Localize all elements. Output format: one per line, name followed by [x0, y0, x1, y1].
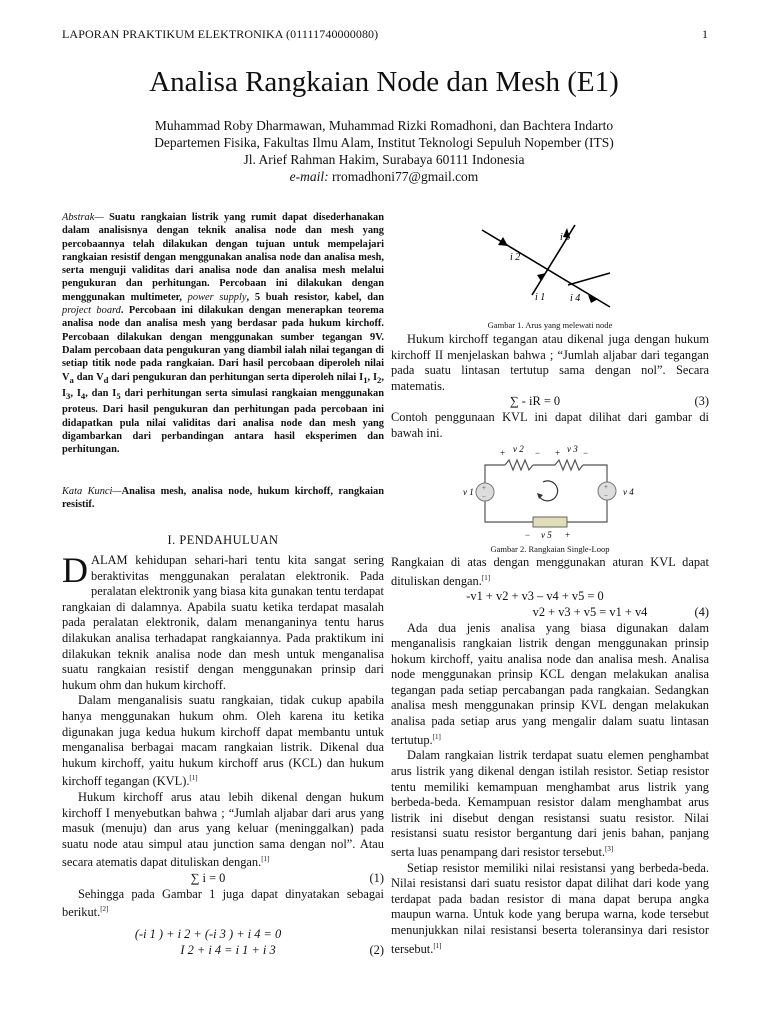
label-v2-plus: +	[500, 448, 506, 458]
email: rromadhoni77@gmail.com	[332, 169, 479, 184]
equation-body: I 2 + i 4 = i 1 + i 3	[180, 942, 276, 957]
subscript: a	[69, 374, 74, 385]
paragraph	[391, 861, 709, 958]
address: Jl. Arief Rahman Hakim, Surabaya 60111 Indonesia	[243, 152, 525, 167]
wire-bottom-right	[567, 500, 607, 522]
citation: [3]	[605, 844, 614, 853]
equation-body: (-i 1 ) + i 2 + (-i 3 ) + i 4 = 0	[134, 927, 282, 942]
keywords-label: Kata Kunci—	[62, 486, 122, 497]
figure-1-caption: Gambar 1. Arus yang melewati node	[487, 320, 613, 330]
subscript: 2	[377, 374, 382, 385]
subscript: 4	[80, 391, 86, 402]
right-column-body	[391, 555, 709, 957]
paragraph	[391, 748, 709, 860]
abstract-text: dari perhitungan serta simulasi rangkaian menggunakan proteus. Dari hasil pengukuran dan perhitungan pada percobaan ini didapatkan pula nilai validitas dari analisa node dan mesh yang digambarkan dari perbandingan antara hasil eksperimen dan perhitungan.	[62, 387, 384, 456]
resistor-v2	[505, 460, 533, 470]
label-v2: v 2	[513, 444, 524, 454]
source-v4-plus: +	[604, 483, 608, 491]
label-v3-plus: +	[555, 448, 561, 458]
element-v5	[533, 517, 567, 527]
affiliation: Departemen Fisika, Fakultas Ilmu Alam, Institut Teknologi Sepuluh Nopember (ITS)	[154, 135, 614, 150]
paragraph	[391, 621, 709, 749]
citation: [1]	[432, 732, 441, 741]
citation: [1]	[261, 855, 270, 864]
paragraph-text: Dalam menganalisis suatu rangkaian, tidak cukup apabila hanya menggunakan hukum ohm. Oleh karena itu ketika digunakan juga kedua hukum kirchoff dapat membantu untuk menganalisa berbagai macam rangkaian listrik. Dikenal dua hukum kirchoff, yaitu hukum kirchoff arus (KCL) dan hukum kirchoff tegangan (KVL).	[62, 693, 384, 789]
arrow-head	[537, 273, 546, 281]
abstract	[62, 211, 384, 457]
arrow-head	[498, 237, 508, 246]
wire-top-right	[583, 465, 607, 482]
equation-number: (1)	[369, 871, 384, 886]
label-i2: i 2	[510, 252, 521, 263]
paragraph	[391, 555, 709, 589]
equation-4a	[391, 589, 709, 605]
abstract-text: . Percobaan ini dilakukan dengan menerapkan teorema analisa node dan analisa mesh yang berdasar pada hukum kirchoff. Percobaan dilakukan dengan menggunakan sumber tegangan 9V. Dalam percobaan data pengukuran yang diambil ialah nilai tegangan di setiap titik node pada rangkaian. Dari hasil percobaan diperoleh nilai V	[62, 305, 384, 383]
keywords	[62, 485, 384, 512]
paragraph	[62, 790, 384, 871]
subscript: d	[103, 374, 109, 385]
abstract-text: , dan I	[85, 387, 117, 399]
keywords-text: Analisa mesh, analisa node, hukum kirchoff, rangkaian resistif.	[62, 486, 384, 511]
abstract-term: power supply	[187, 291, 247, 303]
label-v5-plus: +	[565, 530, 571, 540]
paragraph	[62, 550, 384, 693]
label-i3: i 3	[560, 232, 571, 243]
equation-body: ∑ i = 0	[190, 871, 226, 886]
section-heading: I. PENDAHULUAN	[167, 533, 279, 547]
label-v4: v 4	[623, 487, 634, 497]
email-label: e-mail:	[289, 169, 329, 184]
abstract-text: , I	[70, 387, 81, 399]
label-v5-minus: −	[525, 530, 531, 540]
equation-body: -v1 + v2 + v3 – v4 + v5 = 0	[466, 589, 604, 604]
figure-single-loop	[455, 440, 655, 540]
equation-2b	[62, 943, 384, 959]
email-line	[0, 168, 768, 185]
subscript: 5	[116, 391, 121, 402]
abstract-text: dan V	[73, 371, 104, 383]
author-block	[0, 117, 768, 185]
citation: [1]	[189, 774, 198, 783]
subscript: 3	[66, 391, 71, 402]
running-header: LAPORAN PRAKTIKUM ELEKTRONIKA (01111740000080)	[62, 27, 379, 41]
citation: [1]	[481, 573, 491, 582]
label-v3-minus: −	[583, 448, 589, 458]
author-names: Muhammad Roby Dharmawan, Muhammad Rizki Romadhoni, dan Bachtera Indarto	[154, 118, 614, 133]
equation-body: v2 + v3 + v5 = v1 + v4	[532, 604, 648, 619]
equation-body: ∑ - iR = 0	[509, 394, 561, 409]
label-v5: v 5	[541, 530, 552, 540]
figure-2-caption: Gambar 2. Rangkaian Single-Loop	[490, 544, 610, 554]
paragraph-text: ALAM kehidupan sehari-hari tentu kita sangat sering beraktivitas menggunakan peralatan elektronik. Pada peralatan elektronik yang biasa kita gunakan tentu terdapat rangkaian di dalamnya. Apabila suatu ketika terdapat masalah pada peralatan elektronik, dalam menanganinya tentu harus dilakukan analisa terhadapat rangkaiannya. Pada praktikum ini dilakukan teknik analisa node dan mesh untuk menganalisa suatu rangkaian resistif dengan menggunakan prinsip dari hukum ohm dan hukum kirchoff.	[62, 553, 384, 692]
paragraph-text: Sehingga pada Gambar 1 juga dapat dinyatakan sebagai berikut.	[62, 886, 384, 920]
equation-number: (2)	[369, 942, 384, 957]
abstract-term: project board	[62, 305, 121, 317]
equation-number: (4)	[694, 604, 709, 619]
wire-bottom-left	[485, 500, 533, 522]
paragraph-text: Dalam rangkaian listrik terdapat suatu elemen penghambat arus listrik yang dikenal dengan istilah resistor. Setiap resistor tentu memiliki kemampuan menghambat arus listrik yang berbeda-beda. Kemampuan resistor dalam menghambat arus listrik ini disebut dengan resistansi suatu resistor. Nilai resistansi suatu resistor bergantung dari jenis bahan, panjang serta luas penampang dari resistor tersebut.	[391, 748, 709, 860]
abstract-text: Suatu rangkaian listrik yang rumit dapat disederhanakan dalam analisisnya dengan teknik analisa node dan mesh yang percobaannya telah dilakukan dengan tujuan untuk mempelajari rangkaian resistif dengan menggunakan analisa node dan analisa mesh, serta menguji validitas dari analisa node dan analisa mesh melalui pengukuran dan perhitungan. Percobaan ini dilakukan dengan menggunakan multimeter,	[62, 212, 384, 303]
paragraph-text: Ada dua jenis analisa yang biasa digunakan dalam menganalisis rangkaian listrik dengan menggunakan prinsip hokum kirchoff, yaitu analisa node dan analisa mesh. Analisa node menggunakan prinsip KCL dengan melakukan analisa tegangan pada setiap percabangan pada rangkaian. Sedangkan analisa mesh menggunakan prinsip KVL dengan melakukan analisa pada setiap arus yang mengalir dalam suatu lintasan tertutup.	[391, 620, 709, 747]
abstract-text: , 5 buah resistor, kabel, dan	[246, 291, 385, 303]
abstract-text: , I	[62, 371, 384, 399]
label-v1: v 1	[463, 487, 474, 497]
paragraph	[62, 693, 384, 790]
equation-4b	[391, 605, 709, 621]
paper-title: Analisa Rangkaian Node dan Mesh (E1)	[149, 66, 619, 98]
source-v1-plus: +	[482, 484, 486, 492]
paragraph-text: Contoh penggunaan KVL ini dapat dilihat dari gambar di bawah ini.	[391, 409, 709, 440]
equation-3	[391, 394, 709, 410]
label-v3: v 3	[567, 444, 578, 454]
paragraph-text: Setiap resistor memiliki nilai resistansi yang berbeda-beda. Nilai resistansi dari suatu resistor dapat dilihat dari kode yang terdapat pada badan resistor di mana dapat berupa angka maupun warna. Untuk kode yang berupa warna, kode tersebut menunjukkan nilai resistansi beserta toleransinya dari resistor tersebut.	[391, 860, 709, 956]
citation: [1]	[433, 941, 442, 950]
abstract-label: Abstrak—	[62, 212, 104, 223]
label-i1: i 1	[535, 292, 546, 303]
abstract-text: , I	[367, 371, 378, 383]
label-v2-minus: −	[535, 448, 541, 458]
loop-arrow-icon	[539, 481, 558, 501]
resistor-v3	[555, 460, 583, 470]
wire-branch	[568, 273, 610, 285]
label-i4: i 4	[570, 293, 581, 304]
abstract-text: dari pengukuran dan perhitungan serta diperoleh nilai I	[108, 371, 364, 383]
paragraph	[391, 332, 709, 394]
source-v4-minus: −	[604, 492, 608, 500]
paragraph-text: Hukum kirchoff tegangan atau dikenal juga dengan hukum kirchoff II menjelaskan bahwa ; “Jumlah aljabar dari tegangan pada suatu lintasan tertutup sama dengan nol”. Secara matematis.	[391, 332, 709, 393]
left-column-body	[62, 550, 384, 958]
equation-1	[62, 871, 384, 887]
paragraph-text: Hukum kirchoff arus atau lebih dikenal dengan hukum kirchoff I menyebutkan bahwa ; “Jumlah aljabar dari arus yang masuk (menuju) dan arus yang keluar (meninggalkan) pada suatu node atau simpul atau junction sama dengan nol”. Atau secara atematis dapat dituliskan dengan.	[62, 790, 384, 870]
paragraph	[62, 887, 384, 921]
citation: [2]	[100, 905, 109, 914]
paragraph-text: Rangkaian di atas dengan menggunakan aturan KVL dapat dituliskan dengan.	[391, 555, 709, 588]
drop-cap: D	[62, 550, 88, 590]
page-number: 1	[702, 27, 708, 41]
figure-node-currents	[470, 215, 620, 315]
source-v1-minus: −	[482, 493, 486, 501]
right-column-body-top	[391, 332, 709, 441]
subscript: 1	[363, 374, 368, 385]
paragraph	[391, 410, 709, 441]
equation-number: (3)	[694, 394, 709, 409]
equation-2a	[62, 927, 384, 943]
